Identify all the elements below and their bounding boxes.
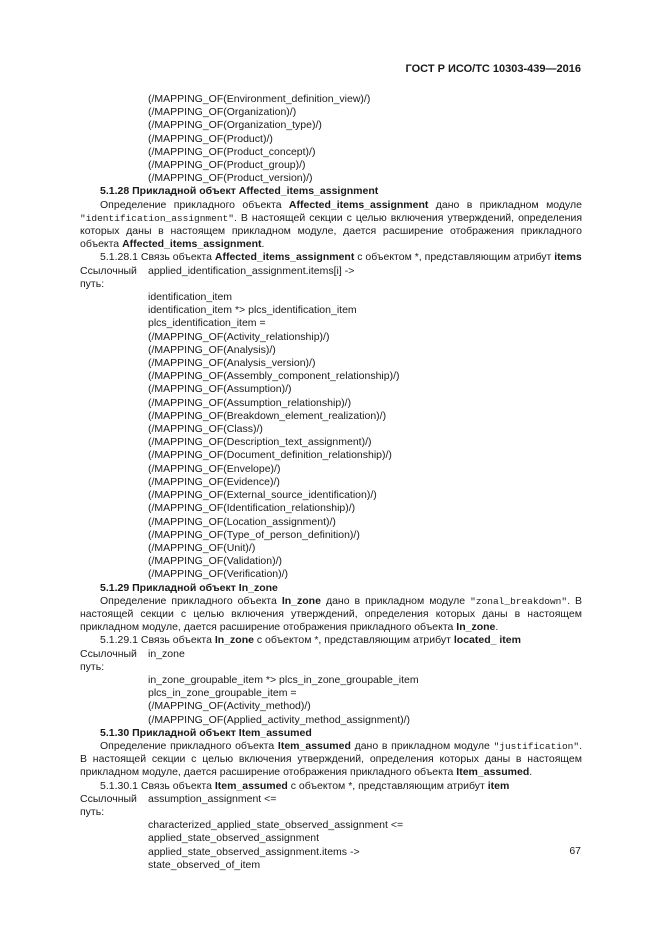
text: дано в прикладном модуле bbox=[428, 198, 583, 211]
path-line: applied_state_observed_assignment.items -> bbox=[148, 845, 360, 858]
reference-path-label: Ссылочный путь: bbox=[80, 792, 137, 818]
path-line: plcs_identification_item = bbox=[148, 317, 266, 330]
mapping-line: (/MAPPING_OF(Organization)/) bbox=[148, 106, 297, 119]
path-line: (/MAPPING_OF(Breakdown_element_realization)/) bbox=[148, 409, 387, 422]
entity-name: In_zone bbox=[281, 594, 321, 607]
path-line: (/MAPPING_OF(Analysis_version)/) bbox=[148, 357, 316, 370]
reference-path-lines bbox=[80, 291, 582, 581]
entity-name: In_zone bbox=[456, 621, 496, 634]
text: 5.1.28.1 Связь объекта bbox=[100, 251, 215, 264]
text: дано в прикладном модуле bbox=[350, 739, 494, 752]
mapping-line: (/MAPPING_OF(Environment_definition_view)/) bbox=[148, 93, 371, 105]
reference-path-row bbox=[80, 793, 582, 819]
attribute-name: item bbox=[487, 779, 510, 792]
reference-path-first: in_zone bbox=[148, 647, 185, 660]
section-paragraph-5-1-28 bbox=[80, 199, 582, 252]
entity-name: Item_assumed bbox=[277, 739, 351, 752]
reference-path-lines bbox=[80, 819, 582, 872]
reference-path-first: applied_identification_assignment.items[i] -> bbox=[148, 264, 355, 277]
path-line: (/MAPPING_OF(Assumption)/) bbox=[148, 383, 292, 396]
path-line: (/MAPPING_OF(Verification)/) bbox=[148, 568, 289, 581]
text: Определение прикладного объекта bbox=[100, 594, 282, 607]
text: с объектом *, представляющим атрибут bbox=[287, 779, 488, 792]
document-header: ГОСТ Р ИСО/ТС 10303-439—2016 bbox=[405, 63, 581, 75]
module-name: "zonal_breakdown" bbox=[470, 595, 568, 607]
path-line: (/MAPPING_OF(Identification_relationship)/) bbox=[148, 502, 356, 515]
page-content bbox=[80, 93, 582, 872]
entity-name: Affected_items_assignment bbox=[288, 198, 429, 211]
text: 5.1.29.1 Связь объекта bbox=[100, 634, 215, 647]
mapping-line: (/MAPPING_OF(Organization_type)/) bbox=[148, 119, 322, 132]
section-heading-5-1-30: 5.1.30 Прикладной объект Item_assumed bbox=[100, 726, 312, 739]
text: . В настоящей секции с целью включения утверждений, определения которых даны в настоящем прикладном модуле, дается расширение отображения прикладного объекта bbox=[80, 211, 582, 251]
text: 5.1.30.1 Связь объекта bbox=[100, 779, 215, 792]
section-heading-5-1-29: 5.1.29 Прикладной объект In_zone bbox=[100, 581, 278, 594]
mapping-line: (/MAPPING_OF(Product_version)/) bbox=[148, 172, 313, 185]
path-line: (/MAPPING_OF(Evidence)/) bbox=[148, 475, 280, 488]
entity-name: Affected_items_assignment bbox=[214, 251, 355, 264]
reference-path-first: assumption_assignment <= bbox=[148, 792, 277, 805]
subsection-5-1-28-1 bbox=[80, 251, 582, 264]
path-line: (/MAPPING_OF(Type_of_person_definition)/) bbox=[148, 528, 360, 541]
text: . bbox=[529, 766, 533, 779]
text: . bbox=[261, 238, 265, 251]
path-line: characterized_applied_state_observed_assignment <= bbox=[148, 819, 404, 832]
path-line: (/MAPPING_OF(Activity_relationship)/) bbox=[148, 330, 330, 343]
reference-path-label: Ссылочный путь: bbox=[80, 264, 137, 290]
text: . bbox=[495, 621, 499, 634]
text: . В настоящей секции с целью включения утверждений, определения которых даны в настоящем прикладном модуле, дается расширение отображения прикладного объекта bbox=[80, 739, 582, 779]
top-mapping-list bbox=[80, 93, 582, 185]
page-number: 67 bbox=[569, 845, 581, 857]
attribute-name: items bbox=[554, 251, 582, 264]
path-line: state_observed_of_item bbox=[148, 858, 261, 871]
path-line: (/MAPPING_OF(Activity_method)/) bbox=[148, 700, 311, 713]
section-heading-5-1-28: 5.1.28 Прикладной объект Affected_items_assignment bbox=[100, 185, 379, 198]
path-line: (/MAPPING_OF(Applied_activity_method_assignment)/) bbox=[148, 713, 411, 726]
subsection-5-1-29-1 bbox=[80, 634, 582, 647]
text: с объектом *, представляющим атрибут bbox=[354, 251, 555, 264]
reference-path-label: Ссылочный путь: bbox=[80, 647, 137, 673]
text: Определение прикладного объекта bbox=[100, 198, 289, 211]
text: . В настоящей секции с целью включения утверждений, определения которых даны в настоящем прикладном модуле, дается расширение отображения прикладного объекта bbox=[80, 594, 583, 634]
path-line: (/MAPPING_OF(Document_definition_relationship)/) bbox=[148, 449, 392, 462]
path-line: (/MAPPING_OF(Assumption_relationship)/) bbox=[148, 396, 352, 409]
path-line: (/MAPPING_OF(Class)/) bbox=[148, 423, 263, 436]
path-line: (/MAPPING_OF(Location_assignment)/) bbox=[148, 515, 336, 528]
section-paragraph-5-1-29 bbox=[80, 595, 582, 635]
reference-path-row bbox=[80, 648, 582, 674]
path-line: in_zone_groupable_item *> plcs_in_zone_groupable_item bbox=[148, 673, 419, 686]
path-line: (/MAPPING_OF(Description_text_assignment)/) bbox=[148, 436, 372, 449]
reference-path-row bbox=[80, 265, 582, 291]
text: Определение прикладного объекта bbox=[100, 739, 278, 752]
entity-name: Affected_items_assignment bbox=[122, 238, 262, 251]
path-line: (/MAPPING_OF(Validation)/) bbox=[148, 555, 283, 568]
path-line: plcs_in_zone_groupable_item = bbox=[148, 687, 297, 700]
entity-name: Item_assumed bbox=[456, 766, 530, 779]
module-name: "identification_assignment" bbox=[80, 212, 234, 224]
path-line: applied_state_observed_assignment bbox=[148, 832, 320, 845]
entity-name: In_zone bbox=[214, 634, 254, 647]
mapping-line: (/MAPPING_OF(Product)/) bbox=[148, 132, 273, 145]
attribute-name: located_ item bbox=[453, 634, 521, 647]
path-line: identification_item *> plcs_identification_item bbox=[148, 304, 357, 317]
section-paragraph-5-1-30 bbox=[80, 740, 582, 780]
mapping-line: (/MAPPING_OF(Product_group)/) bbox=[148, 159, 306, 172]
entity-name: Item_assumed bbox=[214, 779, 288, 792]
text: дано в прикладном модуле bbox=[320, 594, 471, 607]
subsection-5-1-30-1 bbox=[80, 780, 582, 793]
path-line: (/MAPPING_OF(Envelope)/) bbox=[148, 462, 281, 475]
path-line: (/MAPPING_OF(Analysis)/) bbox=[148, 343, 276, 356]
path-line: (/MAPPING_OF(External_source_identification)/) bbox=[148, 489, 377, 502]
path-line: (/MAPPING_OF(Assembly_component_relationship)/) bbox=[148, 370, 400, 383]
mapping-line: (/MAPPING_OF(Product_concept)/) bbox=[148, 145, 316, 158]
text: с объектом *, представляющим атрибут bbox=[253, 634, 454, 647]
reference-path-lines bbox=[80, 674, 582, 727]
path-line: identification_item bbox=[148, 291, 233, 304]
path-line: (/MAPPING_OF(Unit)/) bbox=[148, 541, 256, 554]
module-name: "justification" bbox=[493, 740, 580, 752]
